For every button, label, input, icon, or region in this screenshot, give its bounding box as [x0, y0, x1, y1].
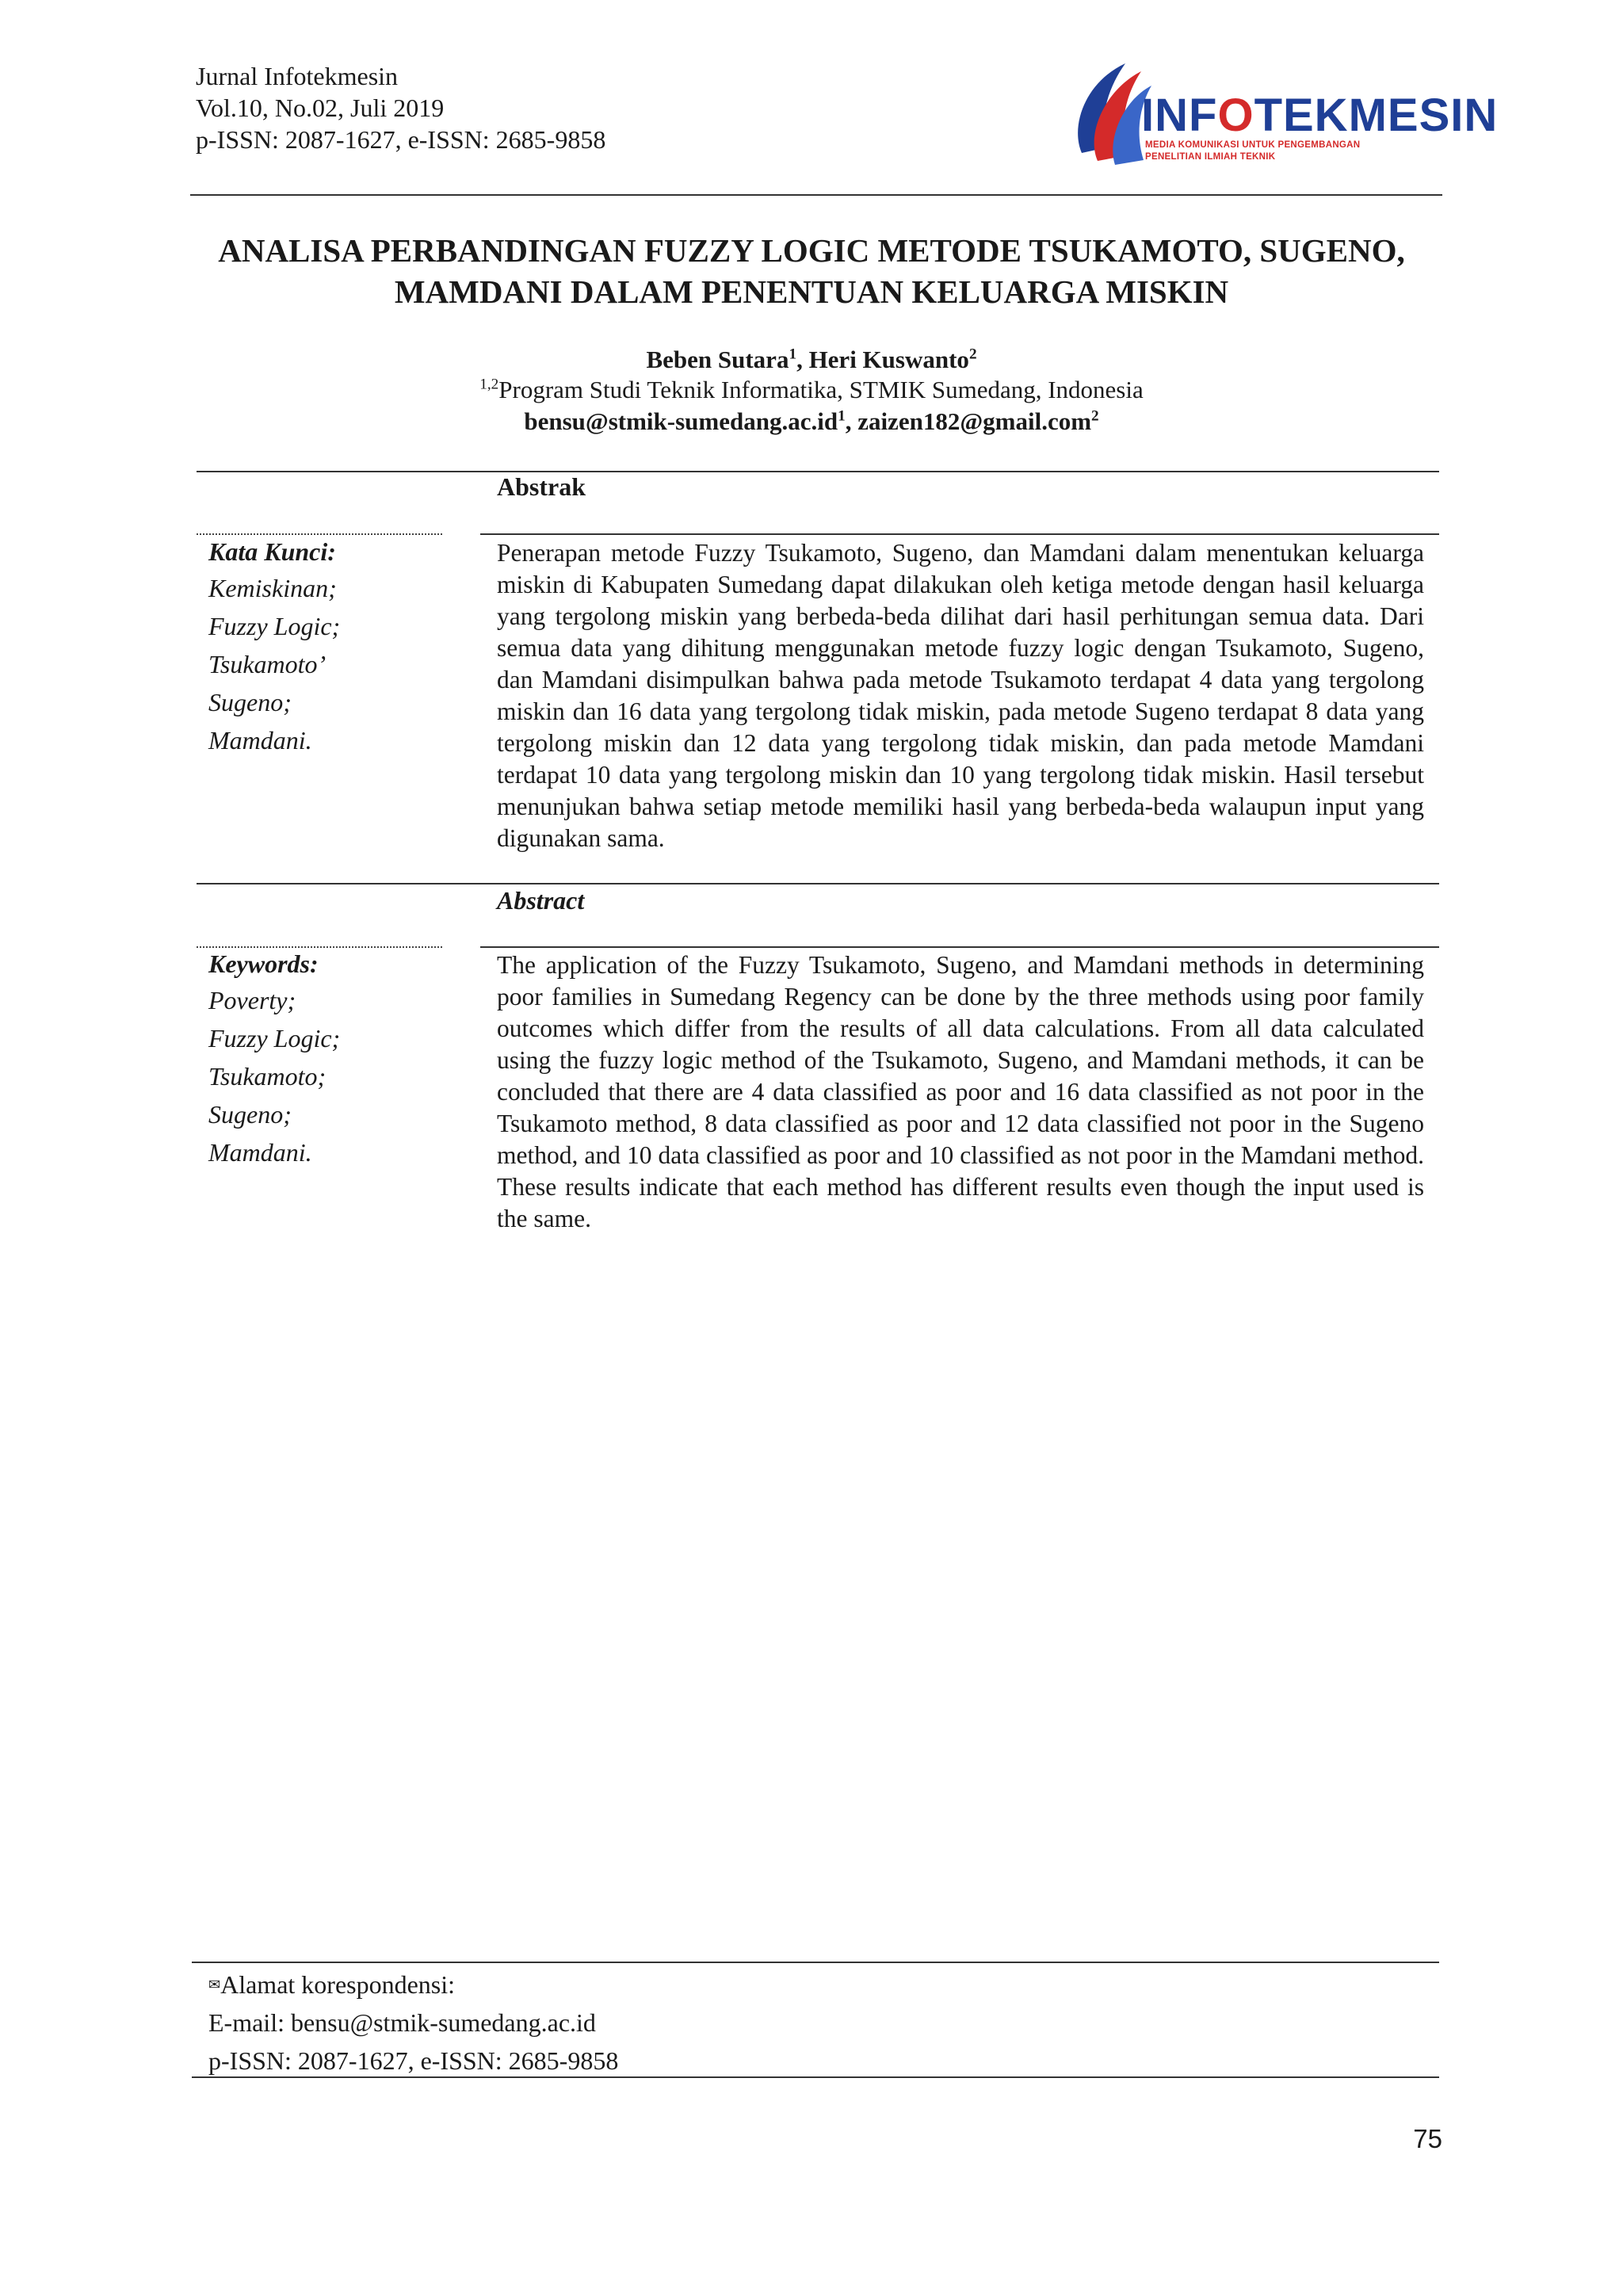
paper-title: ANALISA PERBANDINGAN FUZZY LOGIC METODE TSUKAMOTO, SUGENO, MAMDANI DALAM PENENTUAN KELUARGA MISKIN	[218, 232, 1405, 310]
journal-volume: Vol.10, No.02, Juli 2019	[196, 94, 445, 122]
header-rule	[190, 194, 1442, 196]
affiliation: $^{1,2}$Program Studi Teknik Informatika, STMIK Sumedang, Indonesia	[479, 376, 1144, 403]
keywords-list	[208, 981, 340, 1171]
kata-kunci-rule	[197, 533, 442, 535]
correspondence-block	[208, 1966, 618, 2080]
authors: Beben Sutara$^1$, Heri Kuswanto$^2$	[646, 346, 977, 373]
keyword: Fuzzy Logic;	[208, 612, 341, 640]
keyword: Fuzzy Logic;	[208, 1024, 341, 1052]
journal-issn: p-ISSN: 2087-1627, e-ISSN: 2685-9858	[196, 125, 606, 154]
abstrak-top-rule	[197, 471, 1439, 472]
author-emails: $bensu@stmik-sumedang.ac.id^1$, zaizen182@gmail.com$^2$	[524, 407, 1099, 435]
page-number: 75	[1413, 2124, 1442, 2153]
abstract-text-rule	[480, 946, 1439, 948]
keyword: Mamdani.	[208, 726, 312, 755]
correspondence-label: Alamat korespondensi:	[220, 1970, 456, 1999]
keyword: Mamdani.	[208, 1138, 312, 1167]
kata-kunci-list	[208, 569, 340, 759]
abstract-heading: Abstract	[497, 886, 585, 915]
envelope-icon: ✉	[208, 1977, 221, 1992]
abstrak-text-rule	[480, 533, 1439, 535]
journal-name: Jurnal Infotekmesin	[196, 62, 399, 90]
correspondence-email: E-mail: bensu@stmik-sumedang.ac.id	[208, 2008, 596, 2037]
footer-issn: p-ISSN: 2087-1627, e-ISSN: 2685-9858	[208, 2046, 619, 2075]
footer-top-rule	[192, 1962, 1439, 1963]
journal-meta	[196, 60, 605, 155]
keyword: Tsukamoto’	[208, 650, 327, 678]
abstract-top-rule	[197, 883, 1439, 884]
keyword: Sugeno;	[208, 1100, 292, 1129]
logo-tagline: MEDIA KOMUNIKASI UNTUK PENGEMBANGAN PENELITIAN ILMIAH TEKNIK	[1145, 140, 1361, 162]
keyword: Sugeno;	[208, 688, 292, 716]
keyword: Kemiskinan;	[208, 574, 337, 602]
footer-bottom-rule	[192, 2076, 1439, 2078]
abstrak-text: Penerapan metode Fuzzy Tsukamoto, Sugeno, dan Mamdani dalam menentukan keluarga miskin di Kabupaten Sumedang dapat dilakukan oleh ketiga metode dengan hasil keluarga yang tergolong miskin yang berbeda-beda dilihat dari hasil perhitungan semua data. Dari semua data yang dihitung menggunakan metode fuzzy logic dengan Tsukamoto, Sugeno, dan Mamdani disimpulkan bahwa pada metode Tsukamoto terdapat 4 data yang tergolong miskin dan 16 data yang tergolong tidak miskin, pada metode Sugeno terdapat 8 data yang tergolong miskin dan 12 data yang tergolong tidak miskin, dan pada metode Mamdani terdapat 10 data yang tergolong miskin dan 10 yang tergolong tidak miskin. Hasil tersebut menunjukan bahwa setiap metode memiliki hasil yang berbeda-beda walaupun input yang digunakan sama.	[497, 539, 1424, 852]
abstrak-heading: Abstrak	[497, 472, 586, 501]
logo-title: INFOTEKMESIN	[1141, 90, 1499, 141]
keywords-heading: Keywords:	[208, 949, 319, 978]
abstract-text: The application of the Fuzzy Tsukamoto, Sugeno, and Mamdani methods in determining poor families in Sumedang Regency can be done by the three methods using poor family outcomes which differ from the results of all data calculations. From all data calculated using the fuzzy logic method of the Tsukamoto, Sugeno, and Mamdani methods, it can be concluded that there are 4 data classified as poor and 16 data classified as not poor in the Tsukamoto method, 8 data classified as poor and 12 data classified not poor in the Sugeno method, and 10 data classified as poor and 10 classified as not poor in the Mamdani method. These results indicate that each method has different results even though the input used is the same.	[497, 951, 1424, 1232]
keyword: Poverty;	[208, 986, 296, 1014]
keyword: Tsukamoto;	[208, 1062, 327, 1091]
kata-kunci-heading: Kata Kunci:	[208, 537, 336, 566]
keywords-rule	[197, 946, 442, 948]
